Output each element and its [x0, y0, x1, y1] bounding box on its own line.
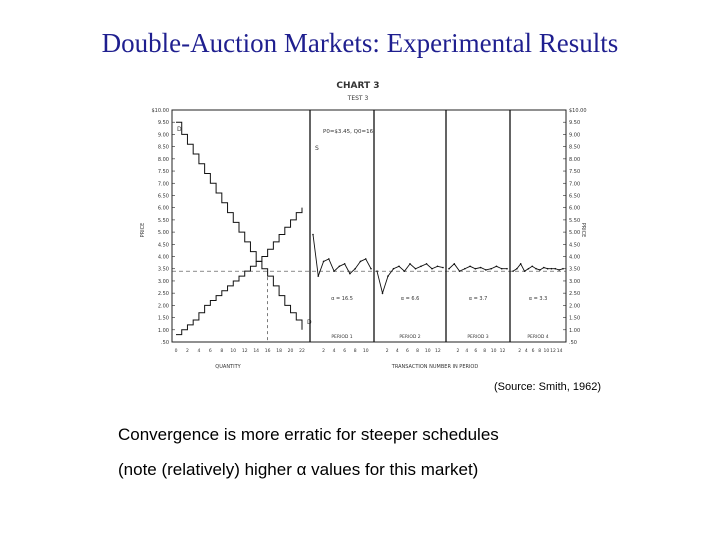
y-tick-label-left: 7.50 — [157, 169, 169, 176]
y-tick-label-right: 8.00 — [569, 156, 581, 163]
transaction-point — [382, 292, 384, 294]
y-tick-label-left: 6.00 — [157, 205, 169, 212]
slide-title: Double-Auction Markets: Experimental Results — [101, 28, 619, 58]
transaction-point — [475, 268, 477, 270]
y-tick-label-left: 5.50 — [157, 217, 169, 224]
transaction-point — [528, 268, 530, 270]
transaction-point — [437, 265, 439, 267]
y-tick-label-left: 6.50 — [157, 193, 169, 200]
y-tick-label-left: 8.50 — [157, 144, 169, 151]
demand-curve-label: D — [177, 126, 182, 133]
chart-title: CHART 3 — [336, 81, 380, 91]
transaction-point — [524, 270, 526, 272]
transaction-point — [531, 265, 533, 267]
quantity-tick-label: 0 — [174, 349, 178, 354]
transaction-tick-label: 2 — [385, 349, 389, 354]
transaction-tick-label: 12 — [550, 349, 556, 354]
transaction-point — [448, 268, 450, 270]
y-tick-label-left: 1.00 — [157, 327, 169, 334]
supply-curve-label: S — [315, 145, 319, 152]
transaction-point — [317, 275, 319, 277]
transaction-tick-label: 6 — [343, 349, 347, 354]
demand-curve — [176, 122, 302, 330]
transaction-price-series-period-4 — [513, 264, 563, 271]
period-alpha-label: α = 3.7 — [468, 296, 488, 302]
transaction-point — [312, 234, 314, 236]
transaction-tick-label: 12 — [435, 349, 441, 354]
chart-subtitle: TEST 3 — [347, 95, 369, 102]
transaction-point — [459, 270, 461, 272]
transaction-point — [520, 263, 522, 265]
transaction-point — [370, 268, 372, 270]
quantity-tick-label: 16 — [264, 349, 271, 354]
y-tick-label-right: 6.50 — [569, 193, 581, 200]
period-alpha-label: α = 16.5 — [331, 296, 353, 302]
transaction-point — [543, 267, 545, 269]
transaction-price-series-period-2 — [377, 264, 443, 293]
plot-frame — [172, 110, 566, 342]
transaction-point — [431, 268, 433, 270]
transaction-point — [512, 270, 514, 272]
quantity-tick-label: 14 — [253, 349, 260, 354]
transaction-point — [555, 268, 557, 270]
y-tick-label-right: 4.00 — [569, 254, 581, 261]
y-tick-label-right: 4.50 — [569, 242, 581, 249]
transaction-tick-label: 4 — [465, 349, 469, 354]
sd-equilibrium-label: P0=$3.45, Q0=16 — [323, 129, 374, 135]
transaction-point — [558, 269, 560, 271]
transaction-tick-label: 6 — [474, 349, 478, 354]
y-tick-label-left: 2.00 — [157, 303, 169, 310]
y-tick-label-left: 7.00 — [157, 181, 169, 188]
y-tick-label-right: 5.00 — [569, 230, 581, 237]
transaction-tick-label: 10 — [424, 349, 431, 354]
y-tick-label-right: 5.50 — [569, 217, 581, 224]
transaction-tick-label: 4 — [332, 349, 336, 354]
quantity-tick-label: 2 — [186, 349, 189, 354]
transaction-tick-label: 6 — [531, 349, 535, 354]
transaction-point — [323, 261, 325, 263]
y-tick-label-left: 2.50 — [157, 291, 169, 298]
y-tick-label-left: 4.00 — [157, 254, 169, 261]
transaction-point — [490, 268, 492, 270]
period-name-label: PERIOD 2 — [399, 335, 421, 340]
y-tick-label-left: 9.50 — [157, 120, 169, 127]
transaction-price-series-period-1 — [313, 235, 371, 277]
transaction-point — [485, 269, 487, 271]
transaction-point — [393, 268, 395, 270]
transaction-point — [415, 268, 417, 270]
demand-curve-label-end: D — [307, 319, 312, 326]
transaction-tick-label: 2 — [322, 349, 325, 354]
transaction-point — [469, 265, 471, 267]
transaction-point — [409, 263, 411, 265]
y-tick-label-right: 2.50 — [569, 291, 581, 298]
transaction-point — [547, 268, 549, 270]
transaction-point — [562, 268, 564, 270]
y-tick-label-right: 7.00 — [569, 181, 581, 188]
transaction-tick-label: 10 — [362, 349, 369, 354]
transaction-price-series-period-3 — [449, 264, 507, 271]
y-tick-label-right: .50 — [569, 340, 577, 346]
transaction-tick-label: 12 — [499, 349, 506, 354]
chart-svg — [130, 70, 590, 370]
y-tick-label-right: 7.50 — [569, 169, 581, 176]
transaction-point — [496, 265, 498, 267]
transaction-tick-label: 14 — [556, 349, 563, 354]
quantity-tick-label: 10 — [230, 349, 237, 354]
y-tick-label-left: 3.50 — [157, 266, 169, 273]
y-tick-label-right: 9.00 — [569, 132, 581, 139]
period-alpha-label: α = 3.3 — [528, 296, 548, 302]
y-tick-label-right: 6.00 — [569, 205, 581, 212]
transaction-point — [387, 275, 389, 277]
transaction-point — [339, 265, 341, 267]
transaction-point — [551, 268, 553, 270]
y-tick-label-left: 4.50 — [157, 242, 169, 249]
transaction-tick-label: 6 — [406, 349, 409, 354]
transaction-axis-label: TRANSACTION NUMBER IN PERIOD — [391, 364, 479, 370]
transaction-point — [464, 268, 466, 270]
period-name-label: PERIOD 1 — [331, 335, 353, 340]
transaction-tick-label: 10 — [490, 349, 497, 354]
transaction-point — [501, 268, 503, 270]
period-name-label: PERIOD 3 — [467, 335, 489, 340]
transaction-point — [539, 269, 541, 271]
transaction-point — [344, 263, 346, 265]
caption-line-2: (note (relatively) higher α values for this market) — [118, 460, 479, 479]
y-tick-label-right: 2.00 — [569, 303, 581, 310]
chart-area — [130, 70, 590, 370]
y-tick-label-right: 1.00 — [569, 327, 581, 334]
y-tick-label-left: 3.00 — [157, 278, 169, 285]
y-tick-label-left: .50 — [161, 340, 169, 346]
transaction-point — [535, 268, 537, 270]
transaction-tick-label: 8 — [353, 349, 357, 354]
y-tick-label-left: 1.50 — [157, 315, 169, 322]
transaction-point — [420, 265, 422, 267]
transaction-point — [349, 273, 351, 275]
transaction-point — [516, 268, 518, 270]
quantity-tick-label: 12 — [241, 349, 248, 354]
transaction-tick-label: 8 — [483, 349, 487, 354]
quantity-tick-label: 6 — [208, 349, 212, 354]
transaction-tick-label: 2 — [518, 349, 522, 354]
transaction-point — [398, 265, 400, 267]
y-axis-label-right: PRICE — [580, 222, 586, 238]
transaction-point — [333, 270, 335, 272]
quantity-tick-label: 4 — [197, 349, 201, 354]
y-tick-label-left: 8.00 — [157, 156, 169, 163]
transaction-point — [328, 258, 330, 260]
transaction-point — [404, 270, 406, 272]
transaction-point — [506, 268, 508, 270]
y-tick-label-right: 8.50 — [569, 144, 581, 151]
period-name-label: PERIOD 4 — [527, 335, 549, 340]
quantity-tick-label: 18 — [276, 349, 282, 354]
transaction-point — [426, 263, 428, 265]
transaction-tick-label: 8 — [538, 349, 542, 354]
y-tick-label-left: 9.00 — [157, 132, 169, 139]
transaction-tick-label: 10 — [543, 349, 550, 354]
transaction-point — [442, 267, 444, 269]
transaction-point — [360, 261, 362, 263]
transaction-tick-label: 4 — [395, 349, 399, 354]
transaction-point — [453, 263, 455, 265]
transaction-point — [376, 270, 378, 272]
y-tick-label-right: 1.50 — [569, 315, 581, 322]
y-tick-label-right: 3.00 — [569, 278, 581, 285]
period-alpha-label: α = 6.6 — [400, 296, 420, 302]
quantity-tick-label: 20 — [287, 349, 294, 354]
transaction-tick-label: 8 — [416, 349, 420, 354]
y-tick-label-right: 9.50 — [569, 120, 581, 127]
y-tick-label-left: $10.00 — [151, 108, 169, 114]
caption-line-1: Convergence is more erratic for steeper schedules — [118, 425, 499, 444]
y-axis-label-left: PRICE — [140, 222, 146, 238]
transaction-tick-label: 4 — [524, 349, 528, 354]
y-tick-label-right: 3.50 — [569, 266, 581, 273]
quantity-axis-label: QUANTITY — [215, 364, 241, 370]
quantity-tick-label: 8 — [220, 349, 224, 354]
transaction-point — [480, 267, 482, 269]
transaction-point — [354, 268, 356, 270]
transaction-tick-label: 2 — [456, 349, 460, 354]
source-note: (Source: Smith, 1962) — [494, 381, 601, 393]
quantity-tick-label: 22 — [299, 349, 305, 354]
transaction-point — [365, 258, 367, 260]
y-tick-label-left: 5.00 — [157, 230, 169, 237]
y-tick-label-right: $10.00 — [569, 108, 587, 114]
